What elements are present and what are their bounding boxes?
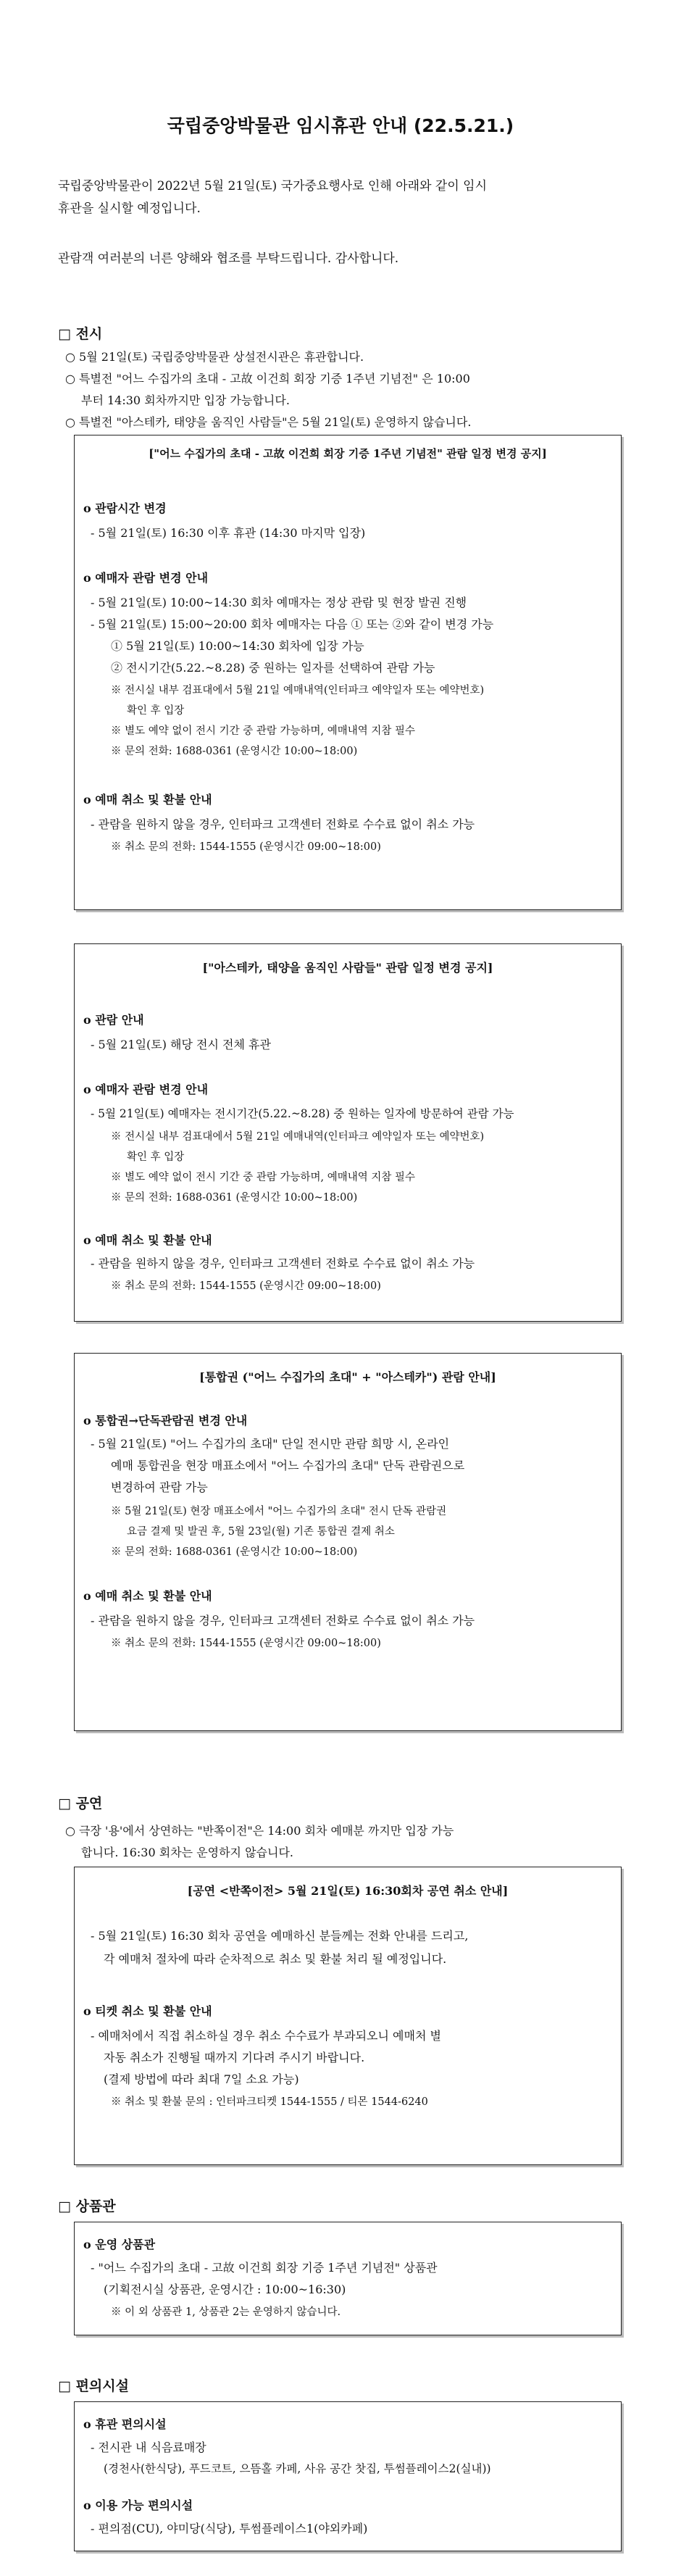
notice-subheading: o 예매 취소 및 환불 안내 <box>83 793 212 806</box>
notice-note: 요금 결제 및 발권 후, 5월 23일(월) 기존 통합권 결제 취소 <box>127 1526 395 1538</box>
notice-line: - 5월 21일(토) 16:30 이후 휴관 (14:30 마지막 입장) <box>91 526 366 540</box>
notice-subheading: o 휴관 편의시설 <box>83 2417 167 2431</box>
notice-box-collector <box>74 435 622 910</box>
section-heading-shop: □ 상품관 <box>58 2198 116 2214</box>
notice-line: - 5월 21일(토) 해당 전시 전체 휴관 <box>91 1038 271 1051</box>
intro-paragraph-1 <box>58 175 487 220</box>
notice-subheading: o 운영 상품관 <box>83 2238 156 2251</box>
notice-line: - 예매처에서 직접 취소하실 경우 취소 수수료가 부과되오니 예매처 별 <box>91 2029 441 2043</box>
notice-subheading: o 이용 가능 편의시설 <box>83 2498 193 2512</box>
section-heading-exhibit: □ 전시 <box>58 326 103 342</box>
notice-line: 각 예매처 절차에 따라 순차적으로 취소 및 환불 처리 될 예정입니다. <box>104 1952 447 1966</box>
notice-box-header: ["어느 수집가의 초대 - 고故 이건희 회장 기증 1주년 기념전" 관람 일정 변경 공지] <box>149 447 547 460</box>
notice-box-azteca <box>74 943 622 1322</box>
notice-line: - 전시관 내 식음료매장 <box>91 2440 206 2454</box>
notice-line: - "어느 수집가의 초대 - 고故 이건희 회장 기증 1주년 기념전" 상품관 <box>91 2261 438 2275</box>
exhibit-line-2a: ○ 특별전 "어느 수집가의 초대 - 고故 이건희 회장 기증 1주년 기념전" 은 10:00 <box>65 372 470 385</box>
section-heading-performance: □ 공연 <box>58 1796 103 1812</box>
notice-note: ※ 취소 문의 전화: 1544-1555 (운영시간 09:00~18:00) <box>111 1638 381 1649</box>
section-heading-facility: □ 편의시설 <box>58 2378 129 2394</box>
notice-line: ① 5월 21일(토) 10:00~14:30 회차에 입장 가능 <box>111 639 364 653</box>
intro-line-2: 휴관을 실시할 예정입니다. <box>58 201 201 216</box>
notice-note: ※ 문의 전화: 1688-0361 (운영시간 10:00~18:00) <box>111 1546 358 1558</box>
notice-line: - 5월 21일(토) 10:00~14:30 회차 예매자는 정상 관람 및 현장 발권 진행 <box>91 596 467 609</box>
notice-note: ※ 별도 예약 없이 전시 기간 중 관람 가능하며, 예매내역 지참 필수 <box>111 725 415 737</box>
notice-subheading: o 예매자 관람 변경 안내 <box>83 571 209 585</box>
exhibit-line-3: ○ 특별전 "아스테카, 태양을 움직인 사람들"은 5월 21일(토) 운영하지 않습니다. <box>65 415 472 429</box>
notice-subheading: o 예매 취소 및 환불 안내 <box>83 1589 212 1603</box>
notice-line: - 5월 21일(토) 예매자는 전시기간(5.22.~8.28) 중 원하는 일자에 방문하여 관람 가능 <box>91 1107 514 1120</box>
notice-line: - 5월 21일(토) 15:00~20:00 회차 예매자는 다음 ① 또는 ②와 같이 변경 가능 <box>91 617 494 631</box>
notice-line: 자동 취소가 진행될 때까지 기다려 주시기 바랍니다. <box>104 2051 365 2064</box>
notice-note: ※ 5월 21일(토) 현장 매표소에서 "어느 수집가의 초대" 전시 단독 관람권 <box>111 1506 447 1517</box>
notice-line: ② 전시기간(5.22.~8.28) 중 원하는 일자를 선택하여 관람 가능 <box>111 661 435 675</box>
notice-box-facility <box>74 2401 622 2551</box>
exhibit-line-2b: 부터 14:30 회차까지만 입장 가능합니다. <box>81 393 290 407</box>
notice-subheading: o 예매 취소 및 환불 안내 <box>83 1233 212 1247</box>
notice-line: - 5월 21일(토) "어느 수집가의 초대" 단일 전시만 관람 희망 시, 온라인 <box>91 1437 450 1451</box>
notice-subheading: o 관람 안내 <box>83 1013 144 1027</box>
notice-note: ※ 별도 예약 없이 전시 기간 중 관람 가능하며, 예매내역 지참 필수 <box>111 1172 415 1183</box>
performance-line-1a: ○ 극장 '용'에서 상연하는 "반쪽이전"은 14:00 회차 예매분 까지만 입장 가능 <box>65 1824 454 1838</box>
notice-line: 변경하여 관람 가능 <box>111 1480 208 1494</box>
notice-line: (경천사(한식당), 푸드코트, 으뜸홀 카페, 사유 공간 찻집, 투썸플레이스2(실내)) <box>104 2462 491 2475</box>
notice-note: ※ 전시실 내부 검표대에서 5월 21일 예매내역(인터파크 예약일자 또는 예약번호) <box>111 685 485 696</box>
notice-note: ※ 전시실 내부 검표대에서 5월 21일 예매내역(인터파크 예약일자 또는 예약번호) <box>111 1131 485 1143</box>
intro-paragraph-2: 관람객 여러분의 너른 양해와 협조를 부탁드립니다. 감사합니다. <box>58 251 399 266</box>
notice-box-combined-ticket <box>74 1353 622 1731</box>
notice-line: - 관람을 원하지 않을 경우, 인터파크 고객센터 전화로 수수료 없이 취소 가능 <box>91 1614 475 1627</box>
notice-subheading: o 예매자 관람 변경 안내 <box>83 1083 209 1096</box>
performance-line-1b: 합니다. 16:30 회차는 운영하지 않습니다. <box>81 1846 294 1859</box>
notice-box-header: [공연 <반쪽이전> 5월 21일(토) 16:30회차 공연 취소 안내] <box>187 1884 509 1898</box>
notice-box-performance <box>74 1867 622 2165</box>
notice-line: - 관람을 원하지 않을 경우, 인터파크 고객센터 전화로 수수료 없이 취소 가능 <box>91 1256 475 1270</box>
notice-note: ※ 문의 전화: 1688-0361 (운영시간 10:00~18:00) <box>111 1192 358 1204</box>
notice-line: (결제 방법에 따라 최대 7일 소요 가능) <box>104 2072 299 2086</box>
exhibit-line-1: ○ 5월 21일(토) 국립중앙박물관 상설전시관은 휴관합니다. <box>65 350 364 364</box>
notice-line: - 5월 21일(토) 16:30 회차 공연을 예매하신 분들께는 전화 안내를 드리고, <box>91 1929 469 1943</box>
notice-box-header: [통합권 ("어느 수집가의 초대" + "아스테카") 관람 안내] <box>199 1370 496 1384</box>
notice-note: ※ 취소 문의 전화: 1544-1555 (운영시간 09:00~18:00) <box>111 1280 381 1292</box>
notice-subheading: o 관람시간 변경 <box>83 501 167 515</box>
page-title: 국립중앙박물관 임시휴관 안내 (22.5.21.) <box>167 115 514 136</box>
notice-note: ※ 이 외 상품관 1, 상품관 2는 운영하지 않습니다. <box>111 2306 341 2318</box>
notice-box-shop <box>74 2222 622 2335</box>
notice-note: 확인 후 입장 <box>127 1151 185 1163</box>
notice-box-header: ["아스테카, 태양을 움직인 사람들" 관람 일정 변경 공지] <box>202 961 493 975</box>
notice-note: 확인 후 입장 <box>127 705 185 717</box>
notice-note: ※ 취소 문의 전화: 1544-1555 (운영시간 09:00~18:00) <box>111 841 381 853</box>
notice-line: (기획전시실 상품관, 운영시간 : 10:00~16:30) <box>104 2283 346 2296</box>
notice-line: - 편의점(CU), 야미당(식당), 투썸플레이스1(야외카페) <box>91 2522 368 2535</box>
notice-line: - 관람을 원하지 않을 경우, 인터파크 고객센터 전화로 수수료 없이 취소 가능 <box>91 817 475 831</box>
notice-line: 예매 통합권을 현장 매표소에서 "어느 수집가의 초대" 단독 관람권으로 <box>111 1459 465 1472</box>
notice-subheading: o 티켓 취소 및 환불 안내 <box>83 2004 212 2018</box>
notice-subheading: o 통합권→단독관람권 변경 안내 <box>83 1414 248 1427</box>
notice-note: ※ 문의 전화: 1688-0361 (운영시간 10:00~18:00) <box>111 746 358 757</box>
intro-line-1: 국립중앙박물관이 2022년 5월 21일(토) 국가중요행사로 인해 아래와 같이 임시 <box>58 179 488 193</box>
notice-note: ※ 취소 및 환불 문의 : 인터파크티켓 1544-1555 / 티몬 1544-6240 <box>111 2096 428 2108</box>
